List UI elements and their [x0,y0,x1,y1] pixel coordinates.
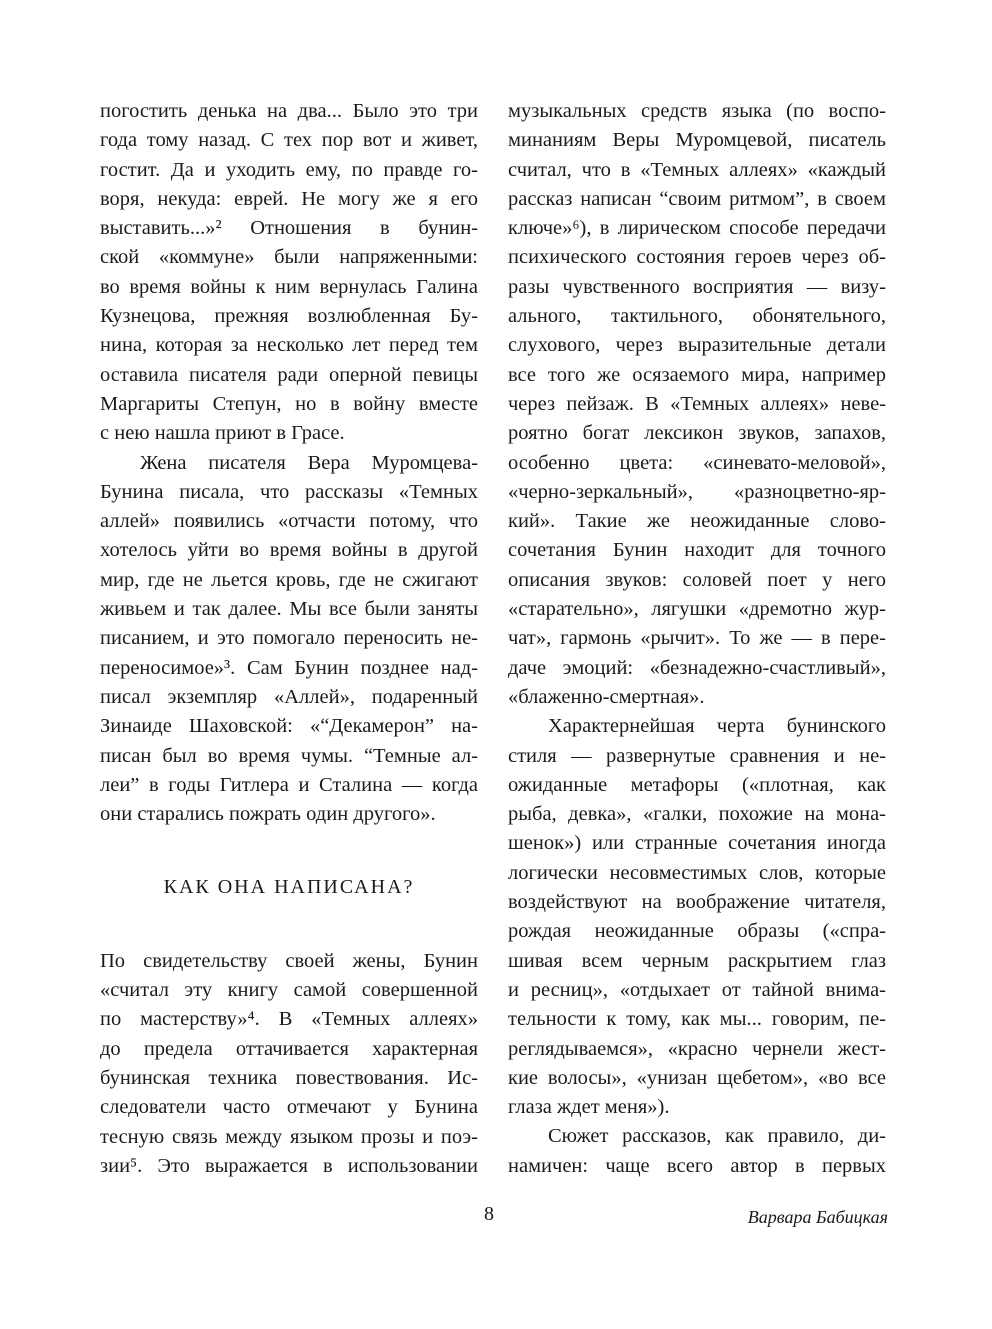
paragraph-3 [100,947,478,1181]
text-line: аллей» появились «отчасти потому, что [100,510,478,533]
page-number: 8 [484,1203,494,1225]
text-line: По свидетельству своей жены, Бунин [100,949,478,972]
text-line: считал, что в «Темных аллеях» «каждый [508,158,886,181]
text-line: хотелось уйти во время войны в другой [100,539,478,562]
text-line: описания звуков: соловей поет у него [508,568,886,591]
text-line: Маргариты Степун, но в войну вместе [100,392,478,415]
text-line: ального, тактильного, обонятельного, [508,305,886,328]
text-line: тесную связь между языком прозы и поэ- [100,1125,478,1148]
text-line: Жена писателя Вера Муромцева- [140,451,478,474]
text-line: ожиданные метафоры («плотная, как [508,773,886,796]
text-line: рассказ написан “своим ритмом”, в своем [508,187,886,210]
text-line: до предела оттачивается характерная [100,1037,478,1060]
text-line: писал экземпляр «Аллей», подаренный [100,685,478,708]
text-line: выставить...»² Отношения в бунин- [100,217,478,240]
text-line: «считал эту книгу самой совершенной [100,979,478,1002]
text-line: чат», гармонь «рычит». То же — в пере- [508,627,886,650]
text-line: Сюжет рассказов, как правило, ди- [548,1125,886,1148]
text-line: они старались пожрать один другого». [100,803,436,826]
text-line: мир, где не льется кровь, где не сжигают [100,568,478,591]
running-head-author: Варвара Бабицкая [747,1207,888,1227]
text-line: намичен: чаще всего автор в первых [508,1154,886,1177]
right-column [508,97,886,1181]
paragraph-5 [508,712,886,1122]
text-line: года тому назад. С тех пор вот и живет, [100,129,478,152]
text-line: рыба, девка», «галки, похожие на мона- [508,803,886,826]
text-line: минаниям Веры Муромцевой, писатель [508,129,886,152]
text-line: нина, которая за несколько лет перед тем [100,334,478,357]
text-line: тельности к тому, как мы... говорим, пе- [508,1008,886,1031]
text-line: кий». Такие же неожиданные слово- [508,510,886,533]
text-line: все того же осязаемого мира, например [508,363,886,386]
text-line: «черно-зеркальный», «разноцветно-яр- [508,480,886,503]
text-line: Кузнецова, прежняя возлюбленная Бу- [100,305,478,328]
text-line: живьем и так далее. Мы все были заняты [100,598,478,621]
text-line: воздействуют на воображение читателя, [508,891,886,914]
text-line: леи” в годы Гитлера и Сталина — когда [100,773,478,796]
text-line: логически несовместимых слов, которые [508,861,886,884]
text-line: Характернейшая черта бунинского [548,715,886,738]
spacer [100,903,478,947]
text-line: роятно богат лексикон звуков, запахов, [508,422,886,445]
text-line: гостит. Да и уходить ему, по правде го- [100,158,478,181]
text-line: погостить денька на два... Было это три [100,100,478,122]
text-line: «старательно», лягушки «дремотно жур- [508,598,886,621]
text-line: «блаженно-смертная». [508,685,705,708]
text-line: писан был во время чумы. “Темные ал- [100,744,478,767]
section-heading: КАК ОНА НАПИСАНА? [163,876,415,899]
paragraph-6 [508,1122,886,1181]
text-line: кие волосы», «унизан щебетом», «во все [508,1066,886,1089]
paragraph-2 [100,449,478,830]
text-line: во время войны к ним вернулась Галина [100,275,478,298]
text-line: сочетания Бунин находит для точного [508,539,886,562]
text-line: разы чувственного восприятия — визу- [508,275,886,298]
text-line: и ресниц», «отдыхает от тайной внима- [508,978,886,1001]
text-line: оставила писателя ради оперной певицы [100,363,478,386]
text-line: шивая всем черным раскрытием глаз [508,949,886,972]
text-line: реглядываемся», «красно чернели жест- [508,1037,886,1060]
text-line: ключе»⁶), в лирическом способе передачи [508,217,886,240]
text-line: слухового, через выразительные детали [508,334,886,357]
text-line: ской «коммуне» были напряженными: [100,246,478,269]
text-line: через пейзаж. В «Темных аллеях» неве- [508,392,886,415]
text-line: музыкальных средств языка (по воспо- [508,100,886,122]
text-line: рождая неожиданные образы («спра- [508,920,886,943]
text-line: стиля — развернутые сравнения и не- [508,744,886,767]
text-line: шенок») или странные сочетания иногда [508,832,886,855]
text-line: следователи часто отмечают у Бунина [100,1096,478,1119]
text-line: особенно цвета: «синевато-меловой», [508,451,886,474]
text-line: глаза ждет меня»). [508,1096,670,1119]
text-line: зии⁵. Это выражается в использовании [100,1154,478,1177]
text-line: бунинская техника повествования. Ис- [100,1066,478,1089]
text-line: даче эмоций: «безнадежно-счастливый», [508,656,886,679]
left-column [100,97,478,1181]
text-line: психического состояния героев через об- [508,246,886,269]
spacer [100,829,478,873]
paragraph-1 [100,97,478,449]
text-line: воря, некуда: еврей. Не могу же я его [100,187,478,210]
paragraph-4 [508,97,886,712]
text-line: по мастерству»⁴. В «Темных аллеях» [100,1008,478,1031]
text-line: Бунина писала, что рассказы «Темных [100,480,478,503]
text-line: Зинаиде Шаховской: «“Декамерон” на- [100,715,478,738]
text-line: писанием, и это помогало переносить не- [100,627,478,650]
text-line: с нею нашла приют в Грасе. [100,422,345,445]
text-line: переносимое»³. Сам Бунин позднее над- [100,656,478,679]
